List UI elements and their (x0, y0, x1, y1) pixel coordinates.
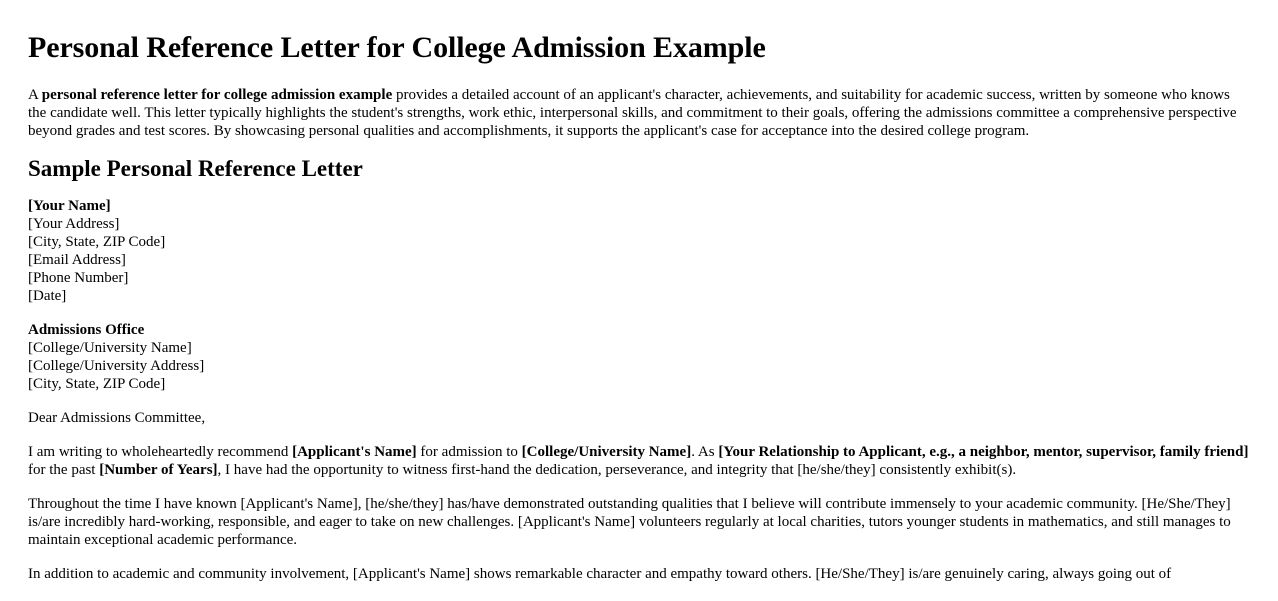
recipient-college-address-line: [College/University Address] (28, 358, 205, 374)
p1-text-1: I am writing to wholeheartedly recommend (28, 444, 293, 460)
p1-college-name: [College/University Name] (521, 444, 692, 460)
p1-text-3: . As (691, 444, 719, 460)
intro-lead: A (28, 87, 42, 103)
p1-text-4: for the past (28, 462, 100, 478)
sender-phone-line: [Phone Number] (28, 270, 129, 286)
p1-number-of-years: [Number of Years] (99, 462, 218, 478)
sender-date-line: [Date] (28, 288, 67, 304)
sender-name: [Your Name] (28, 198, 111, 214)
recipient-college-name-line: [College/University Name] (28, 340, 192, 356)
recipient-city-line: [City, State, ZIP Code] (28, 376, 166, 392)
sender-city-line: [City, State, ZIP Code] (28, 234, 166, 250)
letter-paragraph-2: Throughout the time I have known [Applicant's Name], [he/she/they] has/have demonstrated outstanding qualities that I believe will contribute immensely to your academic community. [He/She/They] is/are incredibly hard-working, responsible, and eager to take on new challenges. [Applicant's Name] volunteers regularly at local charities, tutors younger students in mathematics, and still manages to maintain exceptional academic performance. (28, 496, 1231, 548)
letter-paragraph-1 (28, 443, 1250, 479)
intro-bold-phrase: personal reference letter for college admission example (41, 87, 393, 103)
section-heading: Sample Personal Reference Letter (28, 156, 363, 181)
letter-paragraph-3: In addition to academic and community involvement, [Applicant's Name] shows remarkable character and empathy toward others. [He/She/They] is/are genuinely caring, always going out of (28, 566, 1172, 582)
page-title: Personal Reference Letter for College Admission Example (28, 31, 766, 64)
sender-email-line: [Email Address] (28, 252, 126, 268)
document-page (28, 0, 1250, 583)
sender-address-line: [Your Address] (28, 216, 120, 232)
intro-paragraph (28, 86, 1250, 140)
p1-text-5: , I have had the opportunity to witness first-hand the dedication, perseverance, and integrity that [he/she/they] consistently exhibit(s). (217, 462, 1017, 478)
p1-relationship: [Your Relationship to Applicant, e.g., a neighbor, mentor, supervisor, family friend] (718, 444, 1249, 460)
p1-text-2: for admission to (416, 444, 522, 460)
recipient-address-block (28, 321, 1250, 393)
intro-rest: provides a detailed account of an applicant's character, achievements, and suitability for academic success, written by someone who knows the candidate well. This letter typically highlights the student's strengths, work ethic, interpersonal skills, and commitment to their goals, offering the admissions committee a comprehensive perspective beyond grades and test scores. By showcasing personal qualities and accomplishments, it supports the applicant's case for acceptance into the desired college program. (28, 87, 1237, 139)
p1-applicant-name: [Applicant's Name] (292, 444, 417, 460)
sender-address-block (28, 197, 1250, 305)
recipient-name: Admissions Office (28, 322, 145, 338)
salutation: Dear Admissions Committee, (28, 410, 206, 426)
